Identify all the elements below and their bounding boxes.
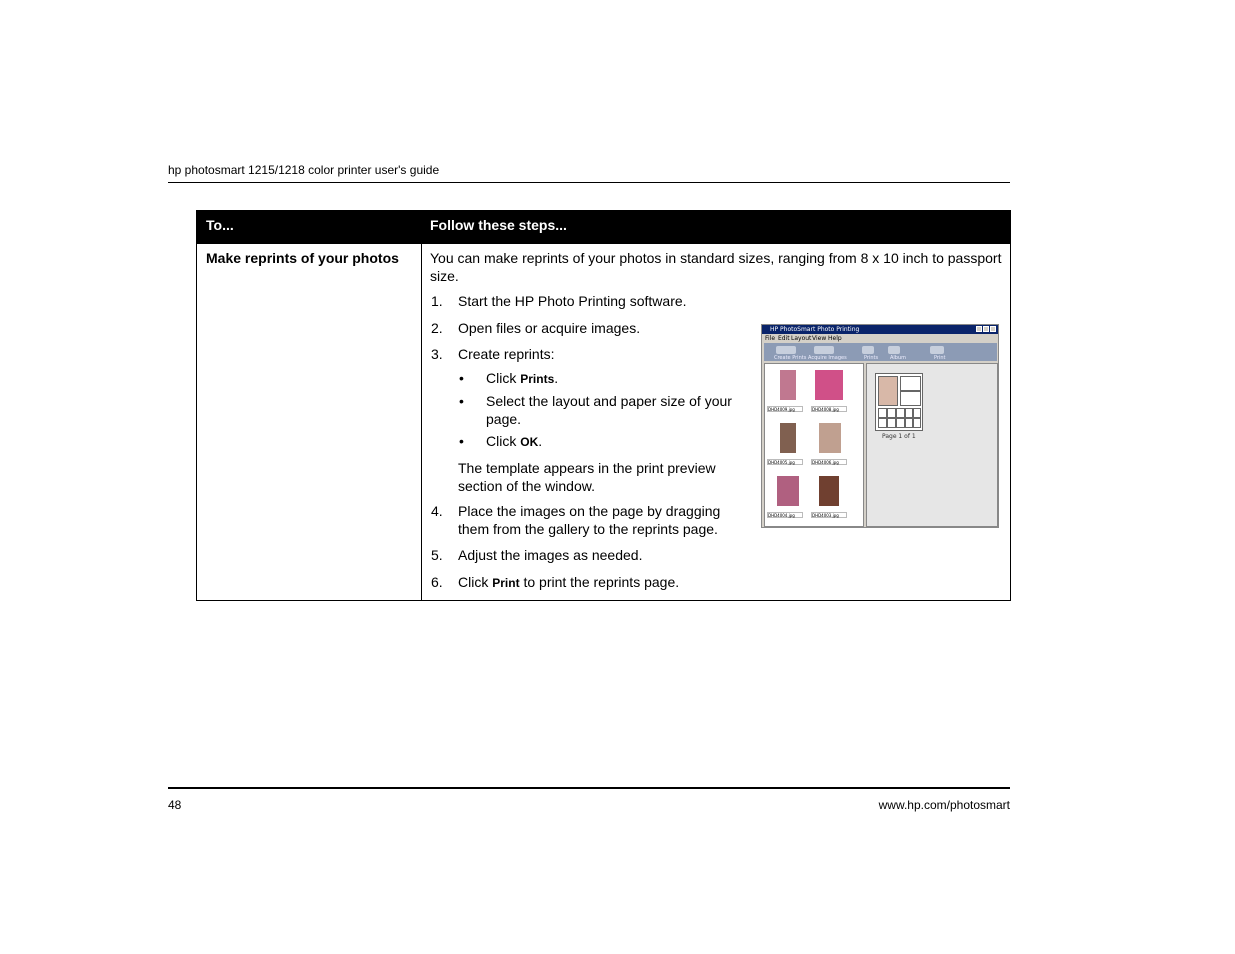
toolbar-label: Album xyxy=(890,355,907,361)
toolbar-label: Acquire Images xyxy=(808,355,847,361)
substep-text: Select the layout and paper size of your page. xyxy=(486,393,732,427)
menu-bar xyxy=(762,334,998,343)
acquire-images-icon xyxy=(814,346,834,354)
thumbnail-caption: DHD4005.jpg xyxy=(767,459,803,465)
template-slot xyxy=(896,408,905,418)
toolbar-label: Print xyxy=(934,355,946,361)
thumbnail-caption: DHD4006.jpg xyxy=(811,459,847,465)
step-number: 2. xyxy=(431,320,443,336)
step-text: Place the images on the page by dragging them from the gallery to the reprints page. xyxy=(458,503,721,537)
menu-help: Help xyxy=(828,335,842,342)
photo-gallery xyxy=(764,363,864,527)
table-header-row xyxy=(197,211,1010,244)
step-text: Create reprints: xyxy=(458,346,555,362)
template-slot xyxy=(905,418,913,428)
template-photo-slot xyxy=(878,376,898,406)
intro-text: You can make reprints of your photos in standard sizes, ranging from 8 x 10 inch to passport size. xyxy=(430,250,1002,284)
photo-thumbnail xyxy=(815,370,843,400)
step-text: Start the HP Photo Printing software. xyxy=(458,293,687,309)
step-number: 5. xyxy=(431,547,443,563)
template-slot xyxy=(913,408,921,418)
template-slot xyxy=(887,418,896,428)
menu-layout: Layout xyxy=(791,335,812,342)
thumbnail-caption: DHD4004.jpg xyxy=(767,512,803,518)
step-number: 6. xyxy=(431,574,443,590)
window-title: HP PhotoSmart Photo Printing xyxy=(770,326,860,333)
substep-text: Click OK. xyxy=(486,433,543,449)
thumbnail-caption: DHD4008.jpg xyxy=(811,406,847,412)
step-text: Adjust the images as needed. xyxy=(458,547,643,563)
step-text: Click Print to print the reprints page. xyxy=(458,574,680,590)
printer-icon xyxy=(930,346,944,354)
ok-label: OK xyxy=(520,435,539,449)
template-slot xyxy=(878,418,887,428)
page-number: 48 xyxy=(168,798,182,812)
menu-file: File xyxy=(765,335,776,342)
step-text: Open files or acquire images. xyxy=(458,320,641,336)
footer-rule xyxy=(168,787,1010,789)
window-titlebar xyxy=(762,325,998,334)
maximize-icon xyxy=(983,326,989,332)
bullet: • xyxy=(459,370,464,386)
template-note: The template appears in the print preview section of the window. xyxy=(458,460,716,494)
toolbar xyxy=(764,343,997,361)
bullet: • xyxy=(459,433,464,449)
footer-url: www.hp.com/photosmart xyxy=(878,798,1010,812)
menu-edit: Edit xyxy=(778,335,790,342)
template-slot xyxy=(896,418,905,428)
template-slot xyxy=(900,376,921,391)
create-prints-icon xyxy=(776,346,796,354)
toolbar-label: Prints xyxy=(864,355,879,361)
thumbnail-caption: DHD4009.jpg xyxy=(767,406,803,412)
running-header: hp photosmart 1215/1218 color printer user's guide xyxy=(168,163,440,177)
bullet: • xyxy=(459,393,464,409)
step-number: 1. xyxy=(431,293,443,309)
prints-icon xyxy=(862,346,874,354)
print-label: Print xyxy=(492,576,520,590)
step-number: 4. xyxy=(431,503,443,519)
print-preview xyxy=(866,363,998,527)
thumbnail-caption: DHD4003.jpg xyxy=(811,512,847,518)
toolbar-label: Create Prints xyxy=(774,355,807,361)
minimize-icon xyxy=(976,326,982,332)
photo-thumbnail xyxy=(819,423,841,453)
column-header-steps: Follow these steps... xyxy=(430,217,567,233)
photo-thumbnail xyxy=(819,476,839,506)
task-label: Make reprints of your photos xyxy=(206,250,399,266)
photo-thumbnail xyxy=(780,370,796,400)
substep-text: Click Prints. xyxy=(486,370,559,386)
photo-thumbnail xyxy=(777,476,799,506)
header-rule xyxy=(168,182,1010,183)
album-icon xyxy=(888,346,900,354)
template-slot xyxy=(900,391,921,406)
template-slot xyxy=(878,408,887,418)
template-slot xyxy=(887,408,896,418)
template-slot xyxy=(905,408,913,418)
photo-printing-screenshot xyxy=(761,324,999,528)
close-icon xyxy=(990,326,996,332)
prints-label: Prints xyxy=(520,372,555,386)
photo-thumbnail xyxy=(780,423,796,453)
column-divider xyxy=(421,244,422,601)
reprint-page-template xyxy=(875,373,923,431)
page-count-label: Page 1 of 1 xyxy=(882,433,916,440)
template-slot xyxy=(913,418,921,428)
menu-view: View xyxy=(812,335,827,342)
column-header-to: To... xyxy=(206,217,234,233)
step-number: 3. xyxy=(431,346,443,362)
